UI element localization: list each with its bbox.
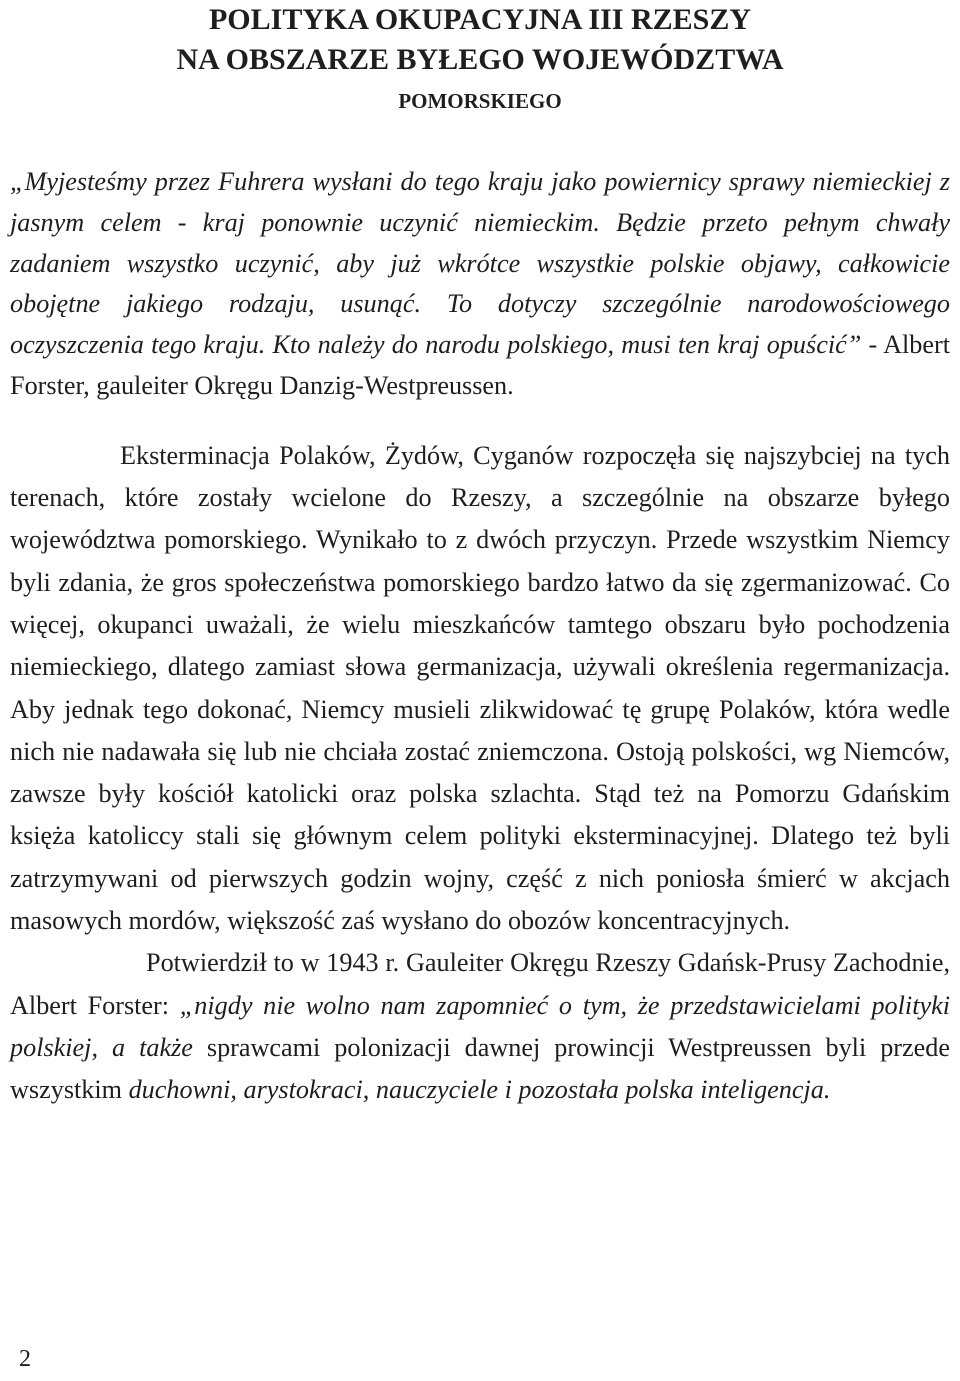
body-text [10, 435, 950, 1112]
body-paragraph-1: Eksterminacja Polaków, Żydów, Cyganów rozpoczęła się najszybciej na tych terenach, które zostały wcielone do Rzeszy, a szczególnie na obszarze byłego województwa pomorskiego. Wynikało to z dwóch przyczyn. Przede wszystkim Niemcy byli zdania, że gros społeczeństwa pomorskiego bardzo łatwo da się zgermanizować. Co więcej, okupanci uważali, że wielu mieszkańców tamtego obszaru było pochodzenia niemieckiego, dlatego zamiast słowa germanizacja, używali określenia regermanizacja. Aby jednak tego dokonać, Niemcy musieli zlikwidować tę grupę Polaków, która wedle nich nie nadawała się lub nie chciała zostać zniemczona. Ostoją polskości, wg Niemców, zawsze były kościół katolicki oraz polska szlachta. Stąd też na Pomorzu Gdańskim księża katoliccy stali się głównym celem polityki eksterminacyjnej. Dlatego też byli zatrzymywani od pierwszych godzin wojny, część z nich poniosła śmierć w akcjach masowych mordów, większość zaś wysłano do obozów koncentracyjnych. [10, 440, 950, 936]
paragraph-2-intro: Potwierdził to w 1943 r. Gauleiter Okręgu Rzeszy Gdańsk-Prusy Zachodnie, Albert Forster: [10, 948, 950, 1020]
forster-quote-part-1: „nigdy nie wolno nam zapomnieć o tym, że przedstawicielami polityki polskiej, a także [10, 990, 950, 1062]
paragraph-2-middle: sprawcami polonizacji dawnej prowincji Westpreussen byli przede wszystkim [10, 1032, 950, 1105]
body-paragraph-2 [10, 942, 950, 1111]
chapter-title-line-2: NA OBSZARZE BYŁEGO WOJEWÓDZTWA [176, 43, 784, 76]
forster-quote-part-2: duchowni, arystokraci, nauczyciele i pozostała polska inteligencja. [128, 1075, 831, 1105]
motto-attribution: - Albert Forster, gauleiter Okręgu Danzig-Westpreussen. [10, 330, 950, 400]
page-number: 2 [19, 1346, 31, 1372]
motto-paragraph [10, 162, 950, 407]
chapter-title-line-3: POMORSKIEGO [398, 89, 562, 113]
chapter-title-line-1: POLITYKA OKUPACYJNA III RZESZY [208, 3, 752, 36]
motto-quote: „Myjesteśmy przez Fuhrera wysłani do tego kraju jako powiernicy sprawy niemieckiej z jasnym celem - kraj ponownie uczynić niemieckim. Będzie przeto pełnym chwały zadaniem wszystko uczynić, aby już wkrótce wszystkie polskie objawy, całkowicie obojętne jakiego rodzaju, usunąć. To dotyczy szczególnie narodowościowego oczyszczenia tego kraju. Kto należy do narodu polskiego, musi ten kraj opuścić” [10, 167, 950, 360]
